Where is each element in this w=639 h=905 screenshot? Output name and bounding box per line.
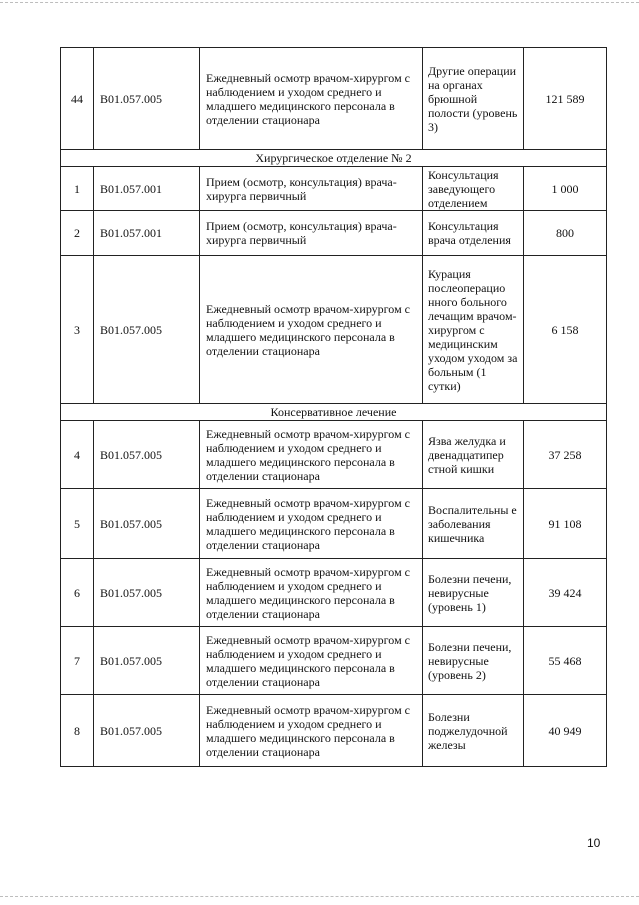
diagnosis: Консультация заведующего отделением — [423, 167, 524, 211]
section-title: Хирургическое отделение № 2 — [61, 150, 607, 167]
service-description: Ежедневный осмотр врачом-хирургом с наблюдением и уходом среднего и младшего медицинского персонала в отделении стационара — [200, 559, 423, 627]
price: 39 424 — [524, 559, 607, 627]
table-row — [61, 211, 607, 256]
price: 55 468 — [524, 627, 607, 695]
table-row — [61, 489, 607, 559]
table-row — [61, 695, 607, 767]
service-code: B01.057.005 — [94, 48, 200, 150]
price: 40 949 — [524, 695, 607, 767]
service-description: Ежедневный осмотр врачом-хирургом с наблюдением и уходом среднего и младшего медицинского персонала в отделении стационара — [200, 421, 423, 489]
service-code: B01.057.005 — [94, 627, 200, 695]
section-header-row — [61, 150, 607, 167]
service-code: B01.057.001 — [94, 211, 200, 256]
section-title: Консервативное лечение — [61, 404, 607, 421]
service-code: B01.057.005 — [94, 256, 200, 404]
table-row — [61, 421, 607, 489]
row-number: 5 — [61, 489, 94, 559]
service-code: B01.057.001 — [94, 167, 200, 211]
service-code: B01.057.005 — [94, 489, 200, 559]
scan-top-edge — [0, 2, 639, 3]
diagnosis: Болезни поджелудочной железы — [423, 695, 524, 767]
diagnosis: Воспалительны е заболевания кишечника — [423, 489, 524, 559]
diagnosis: Другие операции на органах брюшной полости (уровень 3) — [423, 48, 524, 150]
row-number: 44 — [61, 48, 94, 150]
price-table — [60, 47, 607, 767]
diagnosis: Болезни печени, невирусные (уровень 2) — [423, 627, 524, 695]
row-number: 1 — [61, 167, 94, 211]
service-code: B01.057.005 — [94, 421, 200, 489]
row-number: 6 — [61, 559, 94, 627]
price: 800 — [524, 211, 607, 256]
table-row — [61, 256, 607, 404]
page-number: 10 — [587, 836, 601, 850]
table-row — [61, 559, 607, 627]
service-description: Прием (осмотр, консультация) врача-хирурга первичный — [200, 167, 423, 211]
price: 6 158 — [524, 256, 607, 404]
table-row — [61, 167, 607, 211]
diagnosis: Болезни печени, невирусные (уровень 1) — [423, 559, 524, 627]
service-description: Ежедневный осмотр врачом-хирургом с наблюдением и уходом среднего и младшего медицинского персонала в отделении стационара — [200, 695, 423, 767]
scan-bottom-edge — [0, 896, 639, 897]
row-number: 4 — [61, 421, 94, 489]
diagnosis: Язва желудка и двенадцатипер стной кишки — [423, 421, 524, 489]
service-code: B01.057.005 — [94, 559, 200, 627]
price: 1 000 — [524, 167, 607, 211]
row-number: 7 — [61, 627, 94, 695]
diagnosis: Консультация врача отделения — [423, 211, 524, 256]
diagnosis: Курация послеоперацио нного больного лечащим врачом-хирургом с медицинским уходом уходом за больным (1 сутки) — [423, 256, 524, 404]
service-code: B01.057.005 — [94, 695, 200, 767]
price: 91 108 — [524, 489, 607, 559]
section-header-row — [61, 404, 607, 421]
service-description: Ежедневный осмотр врачом-хирургом с наблюдением и уходом среднего и младшего медицинского персонала в отделении стационара — [200, 256, 423, 404]
price: 121 589 — [524, 48, 607, 150]
service-description: Ежедневный осмотр врачом-хирургом с наблюдением и уходом среднего и младшего медицинского персонала в отделении стационара — [200, 48, 423, 150]
row-number: 3 — [61, 256, 94, 404]
table-row — [61, 48, 607, 150]
price: 37 258 — [524, 421, 607, 489]
row-number: 8 — [61, 695, 94, 767]
service-description: Ежедневный осмотр врачом-хирургом с наблюдением и уходом среднего и младшего медицинского персонала в отделении стационара — [200, 627, 423, 695]
table-row — [61, 627, 607, 695]
service-description: Прием (осмотр, консультация) врача-хирурга первичный — [200, 211, 423, 256]
row-number: 2 — [61, 211, 94, 256]
service-description: Ежедневный осмотр врачом-хирургом с наблюдением и уходом среднего и младшего медицинского персонала в отделении стационара — [200, 489, 423, 559]
